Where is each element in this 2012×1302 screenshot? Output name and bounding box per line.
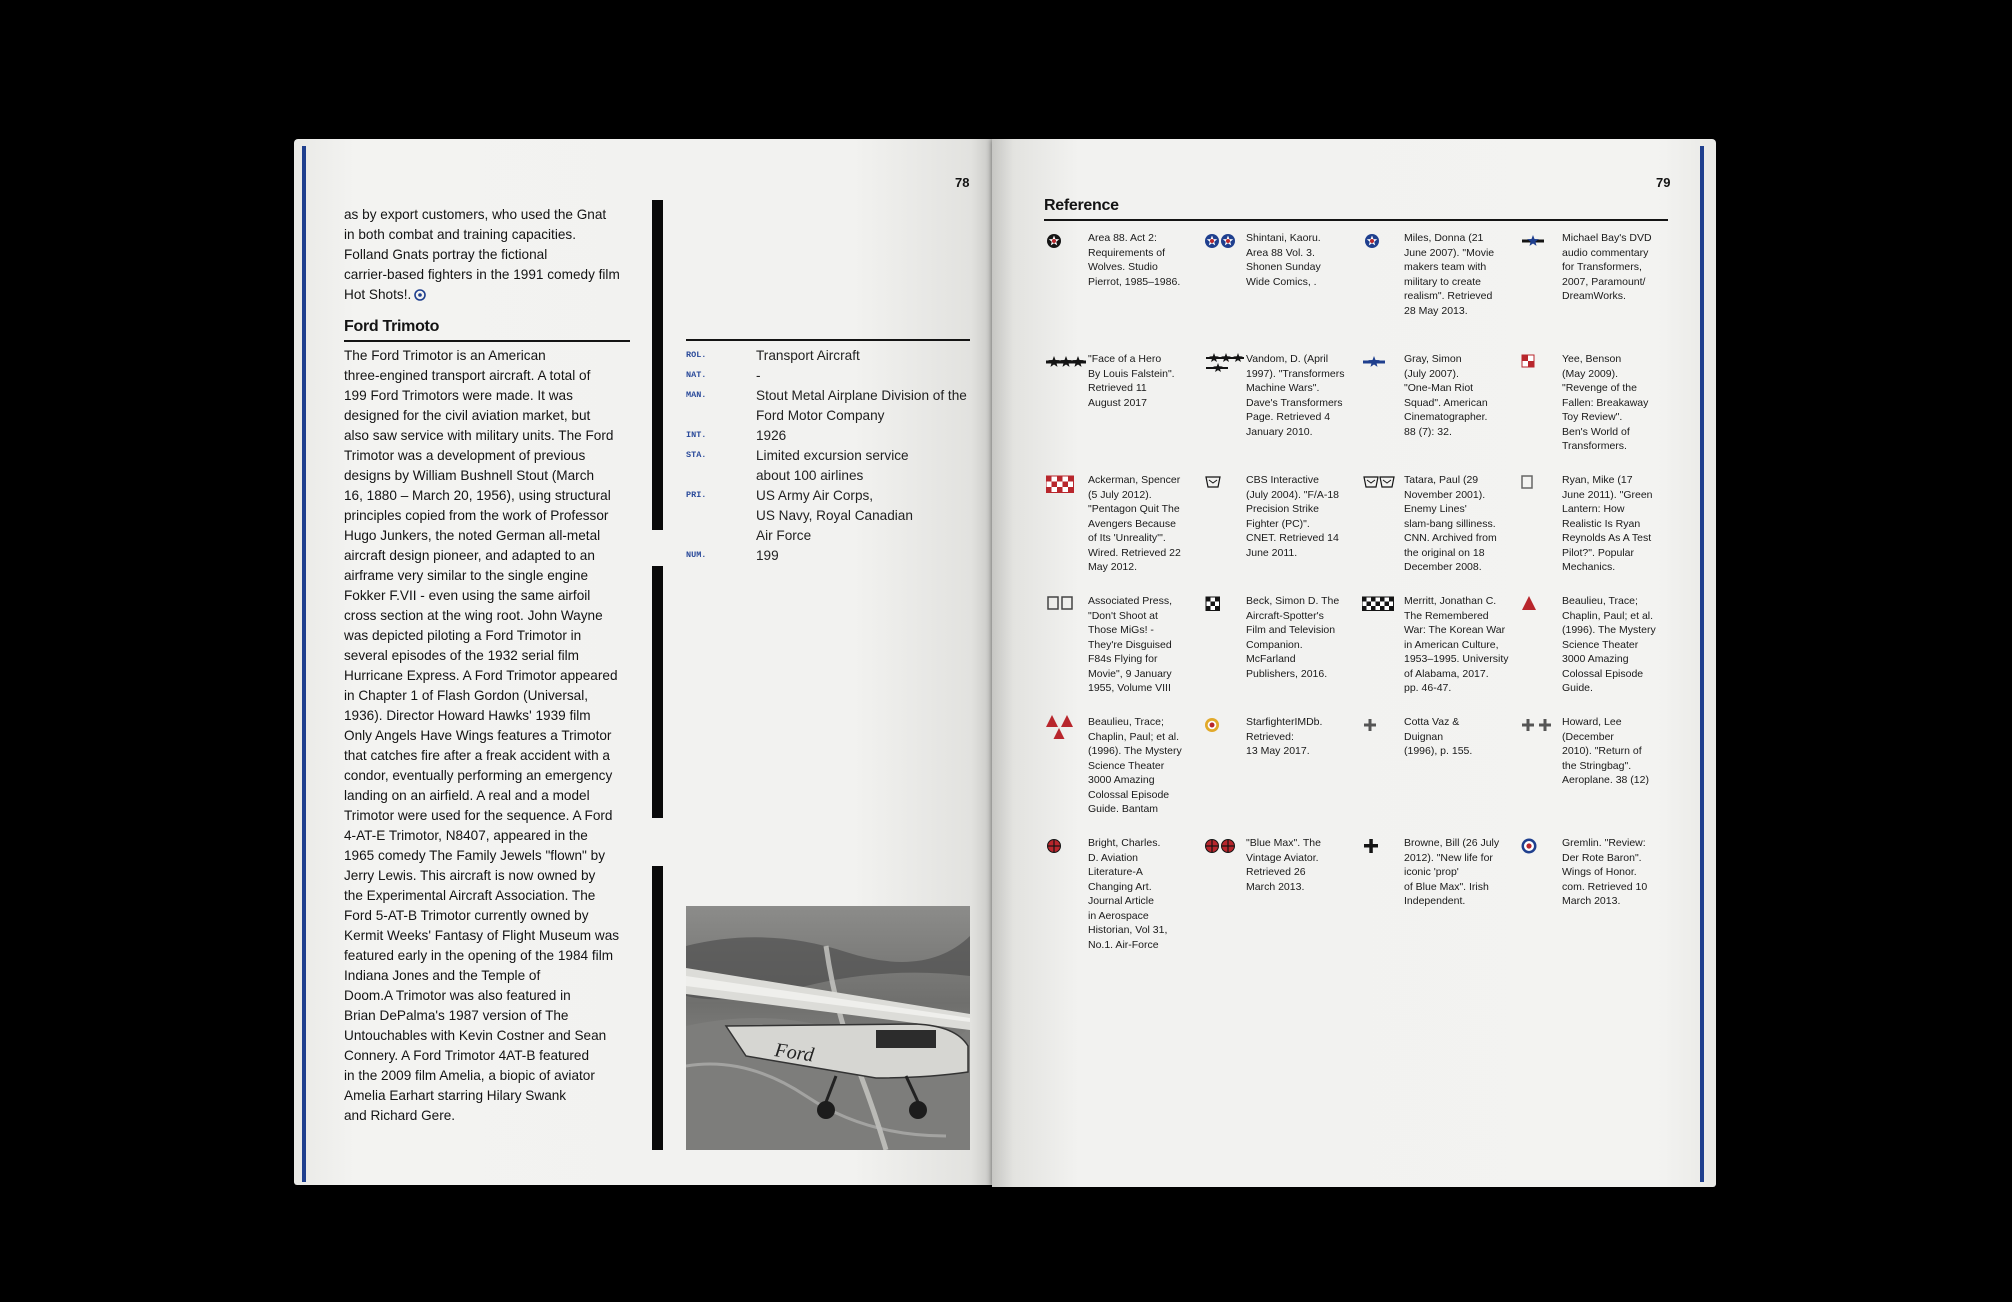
spec-row	[686, 346, 976, 366]
spec-row	[686, 446, 976, 483]
star-bar-icon	[1520, 231, 1560, 255]
raf-roundel-icon	[1520, 836, 1560, 860]
reference-entry	[1046, 594, 1206, 704]
reference-text: Bright, Charles. D. Aviation Literature-A Changing Art. Journal Article in Aerospace Historian, Vol 31, No.1. Air-Force	[1088, 837, 1168, 951]
spec-key: ROL.	[686, 350, 707, 360]
double-hollow-square-icon	[1046, 594, 1086, 618]
heading-rule-left	[344, 340, 630, 342]
article-body: The Ford Trimotor is an American three-engined transport aircraft. A total of 199 Ford Trimotors were made. It was designed for the civil aviation market, but also saw service with military units. The Ford Trimotor was a development of previous designs by William Bushnell Stout (March 16, 1880 – March 20, 1956), using structural principles copied from the work of Professor Hugo Junkers, the noted German all-metal aircraft design pioneer, and adapted to an airframe very similar to the single engine Fokker F.VII - even using the same airfoil cross section at the wing root. John Wayne was depicted piloting a Ford Trimotor in several episodes of the 1932 serial film Hurricane Express. A Ford Trimotor appeared in Chapter 1 of Flash Gordon (Universal, 1936). Director Howard Hawks' 1939 film Only Angels Have Wings features a Trimotor that catches fire after a freak accident with a condor, eventually performing an emergency landing on an airfield. A real and a model Trimotor were used for the sequence. A Ford 4-AT-E Trimotor, N8407, appeared in the 1965 comedy The Family Jewels "flown" by Jerry Lewis. This aircraft is now owned by the Experimental Aircraft Association. The Ford 5-AT-B Trimotor currently owned by Kermit Weeks' Fantasy of Flight Museum was featured early in the opening of the 1984 film Indiana Jones and the Temple of Doom.A Trimotor was also featured in Brian DePalma's 1987 version of The Untouchables with Kevin Costner and Sean Connery. A Ford Trimotor 4AT-B featured in the 2009 film Amelia, a biopic of aviator Amelia Earhart starring Hilary Swank and Richard Gere.	[344, 348, 620, 1123]
spec-key: PRI.	[686, 490, 707, 500]
reference-text: "Face of a Hero By Louis Falstein". Retrieved 11 August 2017	[1088, 353, 1175, 409]
reference-text: "Blue Max". The Vintage Aviator. Retrieved 26 March 2013.	[1246, 837, 1321, 893]
roundel-star-icon	[1046, 231, 1086, 255]
reference-entry	[1520, 473, 1680, 583]
reference-text: Beck, Simon D. The Aircraft-Spotter's Film and Television Companion. McFarland Publishers, 2016.	[1246, 595, 1340, 680]
reference-text: Vandom, D. (April 1997). "Transformers Machine Wars". Dave's Transformers Page. Retrieved 4 January 2010.	[1246, 353, 1345, 438]
reference-heading-rule	[1044, 219, 1668, 221]
photo-graphic	[686, 906, 970, 1150]
blue-star-bar-icon	[1362, 352, 1402, 376]
spec-key: MAN.	[686, 390, 707, 400]
black-cross-icon	[1362, 836, 1402, 860]
reference-entry	[1046, 473, 1206, 583]
spec-value: -	[756, 368, 761, 383]
reference-entry	[1520, 231, 1680, 341]
spec-value: Stout Metal Airplane Division of the Ford Motor Company	[756, 388, 967, 423]
reference-text: Tatara, Paul (29 November 2001). Enemy Lines' slam-bang silliness. CNN. Archived from the original on 18 December 2008.	[1404, 474, 1497, 573]
vertical-bar-bottom	[652, 866, 663, 1150]
page-number-right: 79	[1656, 175, 1671, 190]
reference-text: Ackerman, Spencer (5 July 2012). "Pentagon Quit The Avengers Because of Its 'Unreality'". Wired. Retrieved 22 May 2012.	[1088, 474, 1181, 573]
reference-text: Shintani, Kaoru. Area 88 Vol. 3. Shonen Sunday Wide Comics, .	[1246, 232, 1321, 288]
spec-table-rule	[686, 339, 970, 341]
vertical-bar-middle	[652, 566, 663, 818]
reference-entry	[1046, 836, 1206, 951]
balkenkreuz-icon	[1362, 715, 1402, 739]
reference-entry	[1046, 715, 1206, 825]
reference-entry	[1362, 352, 1522, 462]
reference-text: Gremlin. "Review: Der Rote Baron". Wings of Honor. com. Retrieved 10 March 2013.	[1562, 837, 1648, 907]
spec-value: 199	[756, 548, 779, 563]
reference-text: Beaulieu, Trace; Chaplin, Paul; et al. (1996). The Mystery Science Theater 3000 Amazing Colossal Episode Guide.	[1562, 595, 1656, 694]
red-cross-roundel-icon	[1046, 836, 1086, 860]
spec-key: INT.	[686, 430, 707, 440]
spec-key: NAT.	[686, 370, 707, 380]
spec-key: STA.	[686, 450, 707, 460]
triple-red-triangle-icon	[1046, 715, 1086, 739]
spec-value: Limited excursion service about 100 airlines	[756, 448, 909, 483]
reference-text: Yee, Benson (May 2009). "Revenge of the Fallen: Breakaway Toy Review". Ben's World of Transformers.	[1562, 353, 1649, 452]
photo-fuselage-lettering: Ford	[773, 1039, 816, 1067]
reference-text: Beaulieu, Trace; Chaplin, Paul; et al. (1996). The Mystery Science Theater 3000 Amazing Colossal Episode Guide. Bantam	[1088, 716, 1182, 815]
double-star-roundel-icon	[1204, 231, 1244, 255]
reference-entry	[1520, 594, 1680, 704]
reference-entry	[1204, 715, 1364, 825]
blue-star-roundel-icon	[1362, 231, 1402, 255]
reference-entry	[1362, 836, 1522, 946]
reference-text: Gray, Simon (July 2007). "One-Man Riot Squad". American Cinematographer. 88 (7): 32.	[1404, 353, 1488, 438]
right-page-edge-stripe	[1700, 146, 1704, 1182]
spec-row	[686, 386, 976, 423]
reference-text: Michael Bay's DVD audio commentary for Transformers, 2007, Paramount/ DreamWorks.	[1562, 232, 1652, 302]
red-triangle-icon	[1520, 594, 1560, 618]
spec-value: US Army Air Corps, US Navy, Royal Canadian Air Force	[756, 488, 913, 543]
reference-text: Ryan, Mike (17 June 2011). "Green Lantern: How Realistic Is Ryan Reynolds As A Test Pilot?". Popular Mechanics.	[1562, 474, 1653, 573]
left-page-edge-stripe	[302, 146, 306, 1182]
checker-square-icon	[1204, 594, 1244, 618]
spec-key: NUM.	[686, 550, 707, 560]
stacked-star-bars-icon	[1204, 352, 1244, 376]
chevron-shield-icon	[1204, 473, 1244, 497]
reference-entry	[1046, 231, 1206, 341]
reference-text: Merritt, Jonathan C. The Remembered War: The Korean War in American Culture, 1953–1995. University of Alabama, 2017. pp. 46-47.	[1404, 595, 1509, 694]
small-roundel-icon	[414, 289, 426, 301]
reference-entry	[1362, 594, 1522, 704]
reference-text: Area 88. Act 2: Requirements of Wolves. Studio Pierrot, 1985–1986.	[1088, 232, 1181, 288]
yellow-roundel-icon	[1204, 715, 1244, 739]
red-checker-strip-icon	[1046, 473, 1086, 497]
reference-entry	[1204, 836, 1364, 946]
vertical-bar-top	[652, 200, 663, 530]
reference-entry	[1362, 231, 1522, 341]
reference-entry	[1204, 594, 1364, 704]
spec-row	[686, 486, 976, 543]
double-red-cross-roundel-icon	[1204, 836, 1244, 860]
spec-value: 1926	[756, 428, 787, 443]
intro-paragraph	[344, 205, 634, 305]
reference-text: Cotta Vaz & Duignan (1996), p. 155.	[1404, 716, 1473, 757]
ford-trimotor-photo	[686, 906, 970, 1150]
intro-text: as by export customers, who used the Gnat in both combat and training capacities. Folland Gnats portray the fictional carrier-based fighters in the 1991 comedy film Hot Shots!.	[344, 207, 620, 302]
reference-entry	[1046, 352, 1206, 462]
reference-text: Howard, Lee (December 2010). "Return of the Stringbag". Aeroplane. 38 (12)	[1562, 716, 1649, 786]
reference-text: StarfighterIMDb. Retrieved: 13 May 2017.	[1246, 716, 1323, 757]
section-heading-ford-trimoto: Ford Trimoto	[344, 318, 440, 335]
reference-entry	[1204, 231, 1364, 341]
reference-text: Associated Press, "Don't Shoot at Those MiGs! - They're Disguised F84s Flying for Movie", 9 January 1955, Volume VIII	[1088, 595, 1173, 694]
checker-strip-icon	[1362, 594, 1402, 618]
red-checker-square-icon	[1520, 352, 1560, 376]
reference-entry	[1520, 836, 1680, 946]
spec-row	[686, 366, 976, 386]
double-balkenkreuz-icon	[1520, 715, 1560, 739]
reference-entry	[1362, 473, 1522, 583]
triple-star-bar-icon	[1046, 352, 1086, 376]
reference-entry	[1362, 715, 1522, 825]
spec-row	[686, 426, 976, 446]
spec-value: Transport Aircraft	[756, 348, 860, 363]
double-chevron-shield-icon	[1362, 473, 1402, 497]
page-number-left: 78	[955, 175, 970, 190]
reference-text: CBS Interactive (July 2004). "F/A-18 Precision Strike Fighter (PC)". CNET. Retrieved 14 June 2011.	[1246, 474, 1340, 559]
reference-heading: Reference	[1044, 197, 1119, 214]
reference-entry	[1520, 715, 1680, 825]
reference-entry	[1204, 473, 1364, 583]
hollow-square-icon	[1520, 473, 1560, 497]
reference-entry	[1520, 352, 1680, 462]
reference-text: Browne, Bill (26 July 2012). "New life for iconic 'prop' of Blue Max". Irish Independent.	[1404, 837, 1500, 907]
spec-row	[686, 546, 976, 566]
reference-text: Miles, Donna (21 June 2007). "Movie makers team with military to create realism". Retrieved 28 May 2013.	[1404, 232, 1495, 317]
reference-entry	[1204, 352, 1364, 462]
